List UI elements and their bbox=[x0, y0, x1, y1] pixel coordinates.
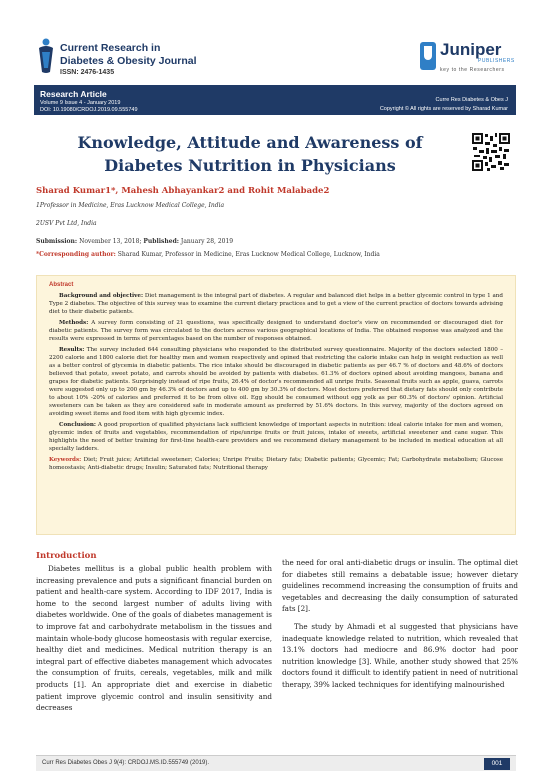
intro-left-column: Diabetes mellitus is a global public health problem with increasing prevalence and puts a significant financial burden on patient and health-care system. According to IDF 2017, India is home to the second largest number of adults living with diabetes worldwide. One of the goals of diabetes management is to improve fat and carbohydrate metabolism in the tissues and maintain whole-body glucose homeostasis with regular exercise, healthy diet and medicines. Medical nutrition therapy is an integral part of effective diabetes management which advocates the consumption of fruits, cereals, vegetables, milk and milk products [1]. An appropriate diet and exercise in diabetic patient improve glycemic control and insulin sensitivity and decreases bbox=[36, 564, 272, 713]
title-line1: Knowledge, Attitude and Awareness of bbox=[77, 133, 423, 152]
journal-name-line2: Diabetes & Obesity Journal bbox=[60, 55, 197, 67]
abstract-conclusion bbox=[49, 421, 503, 453]
submission-label: Submission: bbox=[36, 238, 78, 245]
intro-right-paragraph-1: the need for oral anti-diabetic drugs or insulin. The optimal diet for diabetes still remains a debatable issue; however dietary guidelines recommend increasing the consumption of fruits and vegetables and decreasing the daily consumption of saturated fats [2]. bbox=[282, 558, 518, 614]
journal-name-line1: Current Research in bbox=[60, 42, 161, 54]
abstract-keywords bbox=[49, 456, 503, 472]
dates-line bbox=[36, 238, 233, 245]
journal-header bbox=[0, 0, 550, 78]
article-title bbox=[60, 131, 440, 177]
author-list: Sharad Kumar1*, Mahesh Abhayankar2 and Rohit Malabade2 bbox=[36, 186, 330, 196]
methods-text: A survey form consisting of 21 questions, was specifically designed to understand doctor's view on recommended or discouraged diet for diabetic patients. The survey form was circulated to the doctors across various geographical locations of India. The obtained response was analyzed and the results were expressed in terms of percentages based on the number of responses obtained. bbox=[49, 320, 503, 342]
abstract-methods bbox=[49, 319, 503, 343]
results-label: Results: bbox=[59, 347, 85, 353]
journal-abbreviation: Curre Res Diabetes & Obes J bbox=[435, 97, 508, 103]
introduction-heading: Introduction bbox=[36, 551, 97, 561]
title-line2: Diabetes Nutrition in Physicians bbox=[104, 156, 396, 175]
qr-code-icon bbox=[471, 132, 511, 172]
publisher-sub: PUBLISHERS bbox=[478, 58, 515, 64]
doi[interactable]: DOI: 10.19080/CRDOJ.2019.09.555749 bbox=[40, 107, 138, 113]
keywords-label: Keywords: bbox=[49, 457, 82, 463]
publisher-j-icon bbox=[420, 42, 436, 70]
intro-right-paragraph-2: The study by Ahmadi et al suggested that physicians have inadequate knowledge related to nutrition, which revealed that 13.1% doctors had mediocre and 86.9% doctor had poor nutrition knowledge [3]. While, another study showed that 25% doctors found it difficult to identify patient in need of nutritional therapy, 39% lacked techniques for identifying malnourished bbox=[282, 621, 518, 689]
background-label: Background and objective: bbox=[59, 293, 144, 299]
conclusion-label: Conclusion: bbox=[59, 422, 96, 428]
journal-logo-icon bbox=[36, 38, 56, 74]
issn: ISSN: 2476-1435 bbox=[60, 69, 115, 76]
background-text: Diet management is the integral part of diabetes. A regular and balanced diet helps in a better glycemic control in type 1 and Type 2 diabetes. The objective of this survey was to examine the current dietary practices and to get a view of the current practice of doctors towards advising diet to their diabetic patients. bbox=[49, 293, 503, 315]
page-number: 001 bbox=[484, 758, 510, 770]
affiliation-1: 1Professor in Medicine, Eras Lucknow Medical College, India bbox=[36, 202, 225, 209]
published-date: January 28, 2019 bbox=[180, 238, 234, 245]
publisher-name: Juniper bbox=[440, 40, 502, 59]
page-footer bbox=[36, 755, 516, 771]
volume-info: Volume 9 Issue 4 - January 2019 bbox=[40, 100, 121, 106]
corresponding-author bbox=[36, 251, 380, 258]
corresponding-text: Sharad Kumar, Professor in Medicine, Eras Lucknow Medical College, Lucknow, India bbox=[117, 251, 380, 258]
submission-date: November 13, 2018; bbox=[79, 238, 142, 245]
abstract-box bbox=[36, 275, 516, 535]
publisher-tagline: key to the Researchers bbox=[440, 67, 505, 73]
abstract-heading: Abstract bbox=[49, 282, 74, 288]
copyright: Copyright © All rights are reserved by Sharad Kumar bbox=[379, 106, 508, 112]
published-label: Published: bbox=[143, 238, 179, 245]
journal-name bbox=[60, 42, 197, 68]
abstract-background bbox=[49, 292, 503, 316]
intro-right-column bbox=[282, 557, 518, 697]
affiliation-2: 2USV Pvt Ltd, India bbox=[36, 220, 97, 227]
keywords-text: Diet; Fruit juice; Artificial sweetener; Calories; Unripe Fruits; Dietary fats; Diabetic patients; Glycemic; Fat; Carbohydrate metabolism; Glucose homeostasis; Anti-diabetic drugs; Insulin; Saturated fats; Nutritional therapy bbox=[49, 457, 503, 471]
methods-label: Methods: bbox=[59, 320, 89, 326]
conclusion-text: A good proportion of qualified physicians lack sufficient knowledge of important aspects in nutrition: ideal calorie intake for men and women, glycemic index of fruits and vegetables, recommendation of ripe/unripe fruits or fruit juices, intake of sweets, artificial sweetener and cane sugar. This highlights the need of better training for first-line health-care providers and we recommend dietary management to be included in medical education at all specialty ladders. bbox=[49, 422, 503, 452]
results-text: The survey included 644 consulting physicians who responded to the distributed survey questionnaire. Majority of the doctors selected 1800 – 2200 calorie and 1800 calorie diet for healthy men and women respectively and opined that restricting the calorie intake can help in weight reduction as well as a better control of glycemia in diabetic patients. The rice intake should be discouraged in diabetic patients as per 46.7 % of doctors and 48.6% of doctors believed that potato, sweet potato, and carrots should be avoided by patients with diabetes. 61.3% of doctors opined about avoiding mangoes, banana and grapes for diabetic patients. Surprisingly instead of ripe fruits, 26.4% of doctor's recommended all unripe fruits. Seasonal fruits such as apple, guava, carrots were suggested only up to 200 gm by 46.3% of doctors and up to 400 gm by 30.3% of doctors. Most doctors preferred that dietary fats should only contribute to about 10% -20% of calories and preferred it to be from olive oil. Egg should be consumed without egg yolk as per 60.3% of doctors' opinion. Artificial sweeteners can be taken as they are considered safe in moderate amount as preferred by 51.6% doctors. In this survey, majority of the doctors agreed on avoiding sweet items and food item with high glycemic index. bbox=[49, 347, 504, 417]
footer-citation: Curr Res Diabetes Obes J 9(4): CRDOJ.MS.ID.555749 (2019). bbox=[42, 760, 210, 766]
article-banner bbox=[34, 85, 516, 115]
publisher-logo bbox=[420, 40, 530, 80]
abstract-results bbox=[49, 346, 503, 418]
corresponding-label: *Corresponding author: bbox=[36, 251, 116, 258]
article-type: Research Article bbox=[40, 89, 107, 99]
